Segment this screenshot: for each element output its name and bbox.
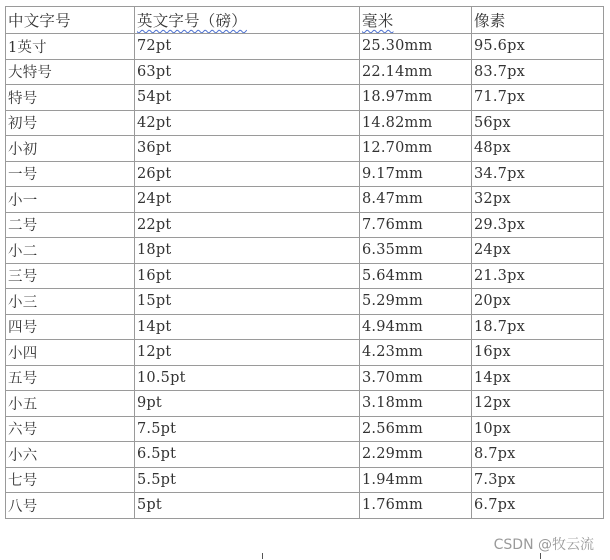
table-row xyxy=(6,289,604,315)
table-row xyxy=(6,59,604,85)
cell-english-size: 7.5pt xyxy=(135,416,360,442)
table-row xyxy=(6,493,604,519)
cell-pixels: 7.3px xyxy=(472,467,604,493)
table-row xyxy=(6,110,604,136)
cell-chinese-size: 五号 xyxy=(6,365,135,391)
cell-english-size: 42pt xyxy=(135,110,360,136)
cell-millimeters: 3.70mm xyxy=(360,365,472,391)
table-row xyxy=(6,136,604,162)
cell-english-size: 54pt xyxy=(135,85,360,111)
header-chinese-size: 中文字号 xyxy=(6,7,135,34)
table-body xyxy=(6,34,604,519)
cell-millimeters: 25.30mm xyxy=(360,34,472,60)
cell-pixels: 24px xyxy=(472,238,604,264)
cell-chinese-size: 小三 xyxy=(6,289,135,315)
cell-millimeters: 4.23mm xyxy=(360,340,472,366)
cell-pixels: 34.7px xyxy=(472,161,604,187)
cell-chinese-size: 初号 xyxy=(6,110,135,136)
cell-chinese-size: 二号 xyxy=(6,212,135,238)
cell-pixels: 18.7px xyxy=(472,314,604,340)
cell-millimeters: 5.29mm xyxy=(360,289,472,315)
header-pixels: 像素 xyxy=(472,7,604,34)
cell-chinese-size: 大特号 xyxy=(6,59,135,85)
cell-millimeters: 14.82mm xyxy=(360,110,472,136)
table-header-row xyxy=(6,7,604,34)
cell-english-size: 24pt xyxy=(135,187,360,213)
cell-english-size: 6.5pt xyxy=(135,442,360,468)
table-row xyxy=(6,467,604,493)
cell-english-size: 36pt xyxy=(135,136,360,162)
table-row xyxy=(6,365,604,391)
cell-english-size: 12pt xyxy=(135,340,360,366)
cell-english-size: 9pt xyxy=(135,391,360,417)
cell-pixels: 14px xyxy=(472,365,604,391)
cell-pixels: 16px xyxy=(472,340,604,366)
cell-chinese-size: 1英寸 xyxy=(6,34,135,60)
cell-english-size: 26pt xyxy=(135,161,360,187)
edge-mark xyxy=(262,553,263,559)
table-row xyxy=(6,340,604,366)
cell-chinese-size: 三号 xyxy=(6,263,135,289)
header-millimeters-label: 毫米 xyxy=(362,12,394,30)
cell-millimeters: 6.35mm xyxy=(360,238,472,264)
cell-pixels: 6.7px xyxy=(472,493,604,519)
cell-english-size: 15pt xyxy=(135,289,360,315)
cell-pixels: 20px xyxy=(472,289,604,315)
cell-pixels: 32px xyxy=(472,187,604,213)
cell-english-size: 63pt xyxy=(135,59,360,85)
cell-millimeters: 5.64mm xyxy=(360,263,472,289)
cell-pixels: 71.7px xyxy=(472,85,604,111)
cell-chinese-size: 小一 xyxy=(6,187,135,213)
table-row xyxy=(6,416,604,442)
cell-millimeters: 1.94mm xyxy=(360,467,472,493)
table-row xyxy=(6,391,604,417)
header-english-size-label: 英文字号（磅） xyxy=(137,12,247,30)
cell-millimeters: 2.56mm xyxy=(360,416,472,442)
cell-millimeters: 3.18mm xyxy=(360,391,472,417)
cell-chinese-size: 小六 xyxy=(6,442,135,468)
cell-millimeters: 2.29mm xyxy=(360,442,472,468)
cell-millimeters: 12.70mm xyxy=(360,136,472,162)
header-millimeters xyxy=(360,7,472,34)
cell-english-size: 72pt xyxy=(135,34,360,60)
edge-mark xyxy=(540,553,541,559)
cell-english-size: 18pt xyxy=(135,238,360,264)
cell-chinese-size: 八号 xyxy=(6,493,135,519)
cell-pixels: 10px xyxy=(472,416,604,442)
cell-pixels: 8.7px xyxy=(472,442,604,468)
cell-english-size: 5.5pt xyxy=(135,467,360,493)
table-row xyxy=(6,161,604,187)
cell-pixels: 83.7px xyxy=(472,59,604,85)
cell-millimeters: 9.17mm xyxy=(360,161,472,187)
table-row xyxy=(6,85,604,111)
table-row xyxy=(6,34,604,60)
cell-millimeters: 18.97mm xyxy=(360,85,472,111)
cell-pixels: 21.3px xyxy=(472,263,604,289)
cell-english-size: 10.5pt xyxy=(135,365,360,391)
cell-chinese-size: 小初 xyxy=(6,136,135,162)
table-row xyxy=(6,263,604,289)
cell-chinese-size: 小四 xyxy=(6,340,135,366)
font-size-table xyxy=(5,6,604,519)
cell-english-size: 16pt xyxy=(135,263,360,289)
cell-chinese-size: 特号 xyxy=(6,85,135,111)
table-row xyxy=(6,238,604,264)
csdn-watermark: CSDN @牧云流 xyxy=(493,537,594,553)
cell-millimeters: 4.94mm xyxy=(360,314,472,340)
cell-chinese-size: 六号 xyxy=(6,416,135,442)
header-english-size xyxy=(135,7,360,34)
table-row xyxy=(6,314,604,340)
page-bottom-edge xyxy=(0,553,610,560)
cell-millimeters: 7.76mm xyxy=(360,212,472,238)
table-row xyxy=(6,212,604,238)
cell-pixels: 95.6px xyxy=(472,34,604,60)
cell-millimeters: 1.76mm xyxy=(360,493,472,519)
cell-english-size: 5pt xyxy=(135,493,360,519)
cell-chinese-size: 一号 xyxy=(6,161,135,187)
cell-pixels: 29.3px xyxy=(472,212,604,238)
cell-chinese-size: 小二 xyxy=(6,238,135,264)
table-row xyxy=(6,442,604,468)
cell-english-size: 14pt xyxy=(135,314,360,340)
table-row xyxy=(6,187,604,213)
cell-pixels: 48px xyxy=(472,136,604,162)
cell-pixels: 56px xyxy=(472,110,604,136)
cell-chinese-size: 四号 xyxy=(6,314,135,340)
cell-chinese-size: 七号 xyxy=(6,467,135,493)
cell-millimeters: 22.14mm xyxy=(360,59,472,85)
cell-millimeters: 8.47mm xyxy=(360,187,472,213)
cell-chinese-size: 小五 xyxy=(6,391,135,417)
font-size-table-container xyxy=(5,6,603,519)
cell-english-size: 22pt xyxy=(135,212,360,238)
cell-pixels: 12px xyxy=(472,391,604,417)
